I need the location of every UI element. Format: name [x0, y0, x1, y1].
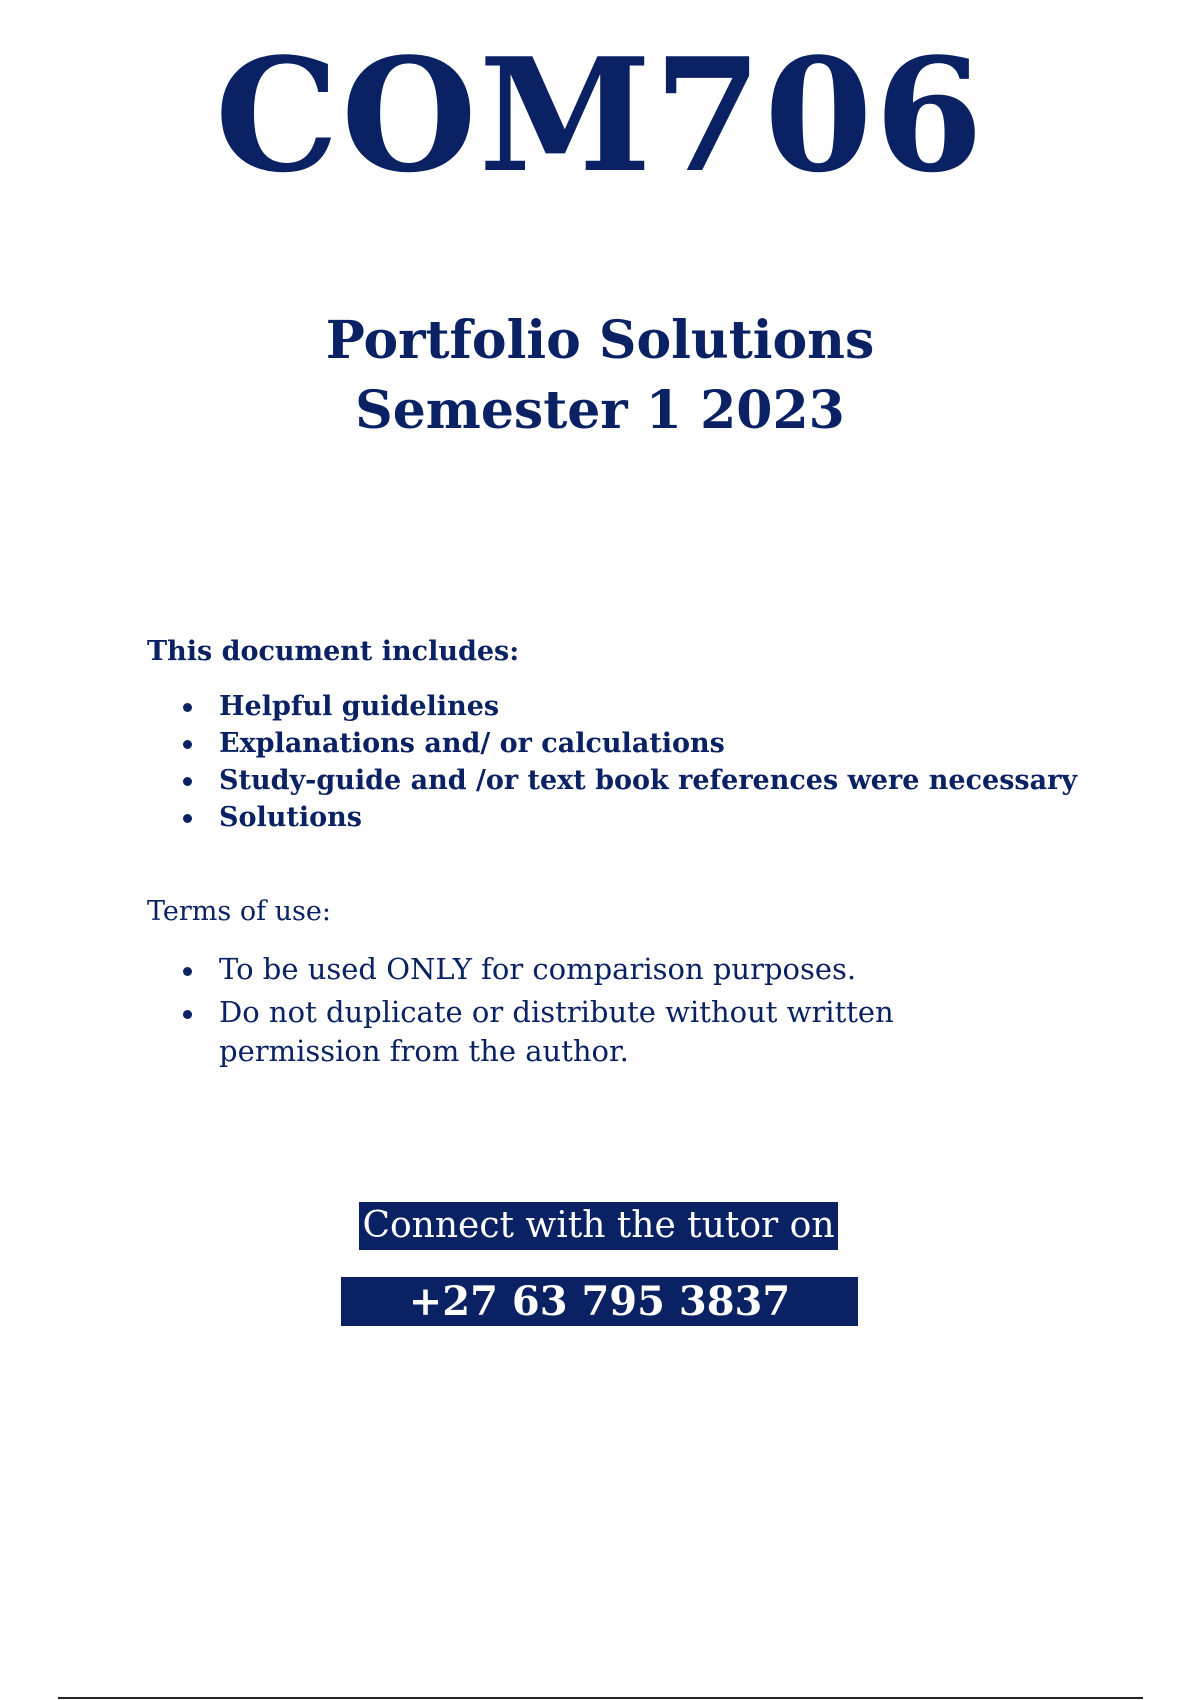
footer-divider — [58, 1697, 1143, 1699]
course-code-title: COM706 — [214, 24, 986, 207]
subtitle-line-1: Portfolio Solutions — [325, 310, 875, 371]
subtitle-line-2: Semester 1 2023 — [355, 380, 845, 441]
includes-list — [183, 688, 1077, 836]
list-item: Study-guide and /or text book references were necessary — [183, 762, 1077, 799]
list-item: Solutions — [183, 799, 1077, 836]
terms-list — [183, 950, 963, 1075]
list-item: Do not duplicate or distribute without written permission from the author. — [183, 993, 963, 1071]
list-item: To be used ONLY for comparison purposes. — [183, 950, 963, 989]
connect-label-box: Connect with the tutor on — [359, 1202, 838, 1250]
list-item: Explanations and/ or calculations — [183, 725, 1077, 762]
includes-heading: This document includes: — [147, 636, 520, 667]
terms-heading: Terms of use: — [147, 896, 331, 927]
list-item: Helpful guidelines — [183, 688, 1077, 725]
phone-number-box: +27 63 795 3837 — [341, 1277, 858, 1326]
